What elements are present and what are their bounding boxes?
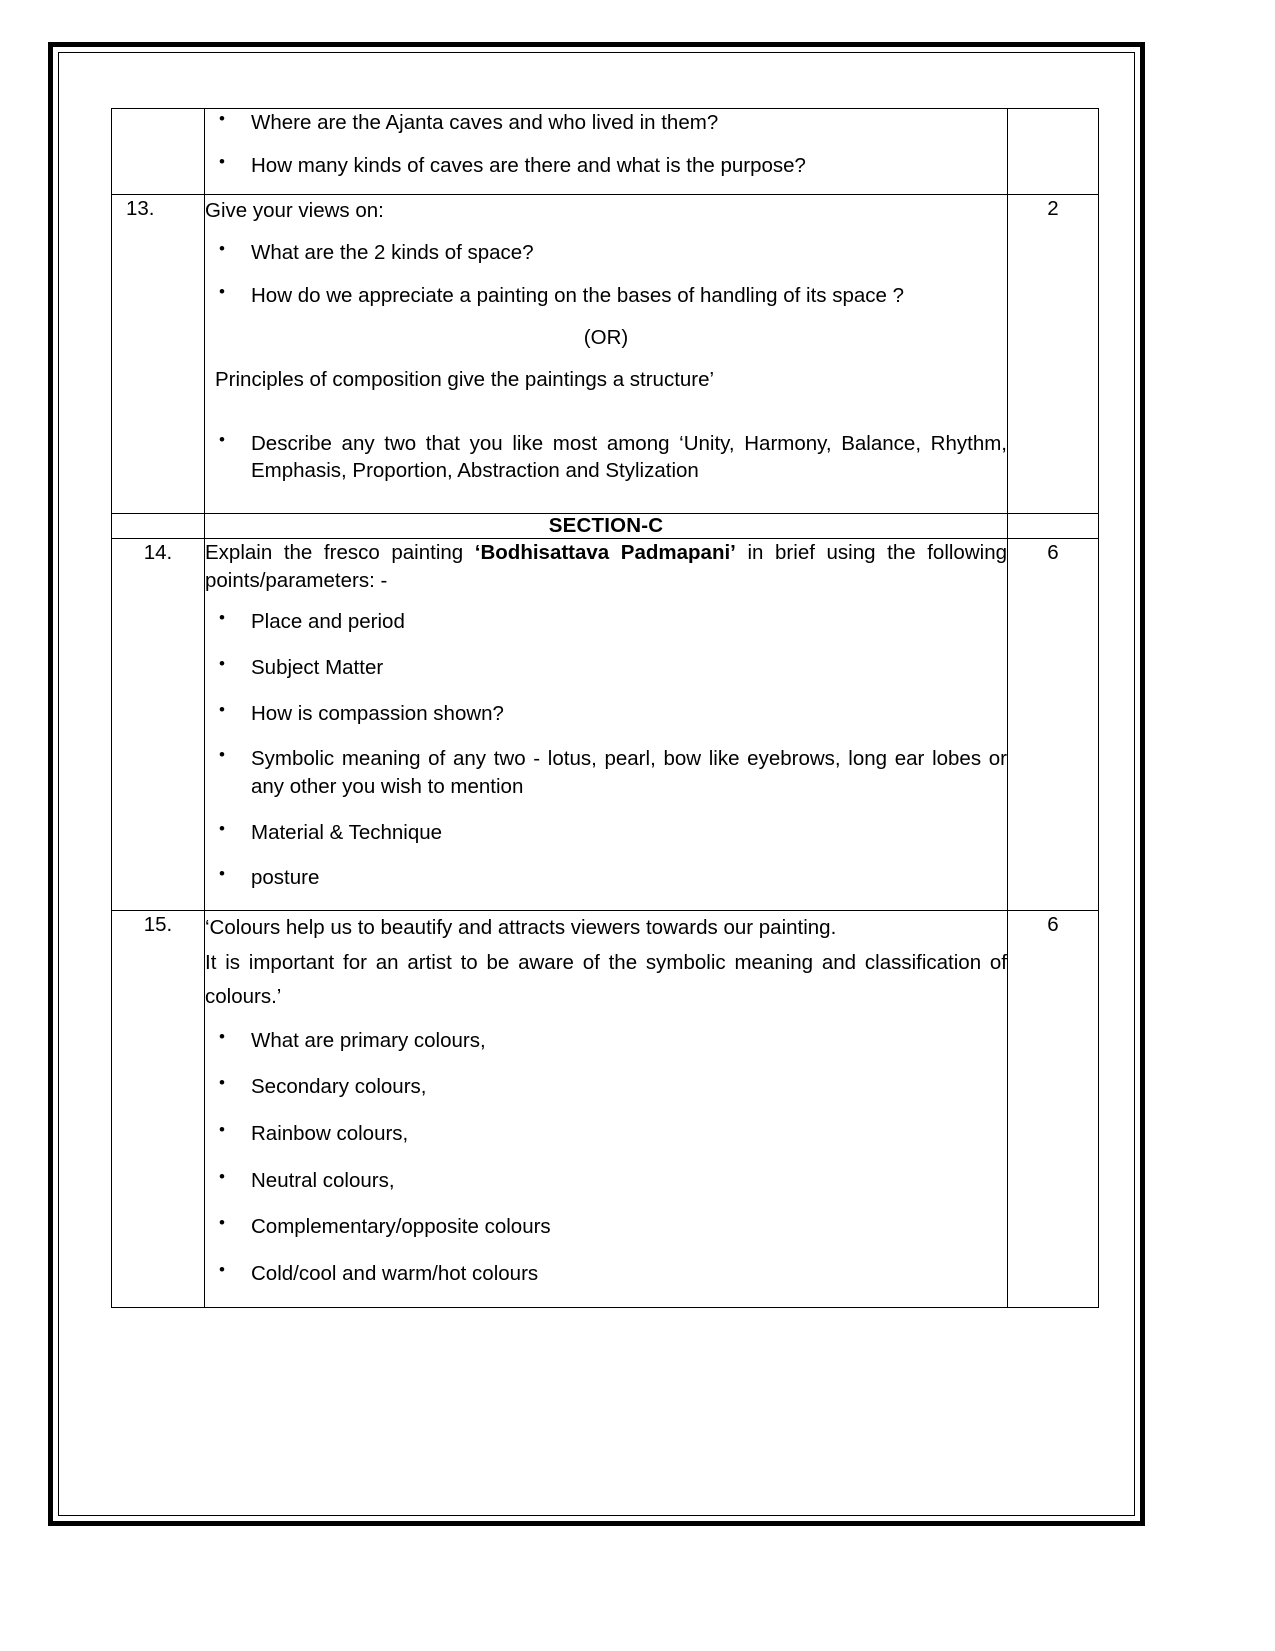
list-item: • posture <box>205 864 1007 892</box>
list-item: • How do we appreciate a painting on the bases of handling of its space ? <box>205 282 1007 310</box>
spacer <box>205 596 1007 608</box>
spacer <box>205 396 1007 430</box>
spacer <box>205 227 1007 239</box>
table-row <box>112 539 1099 911</box>
painting-title: ‘Bodhisattava Padmapani’ <box>474 541 736 565</box>
list-item: • Material & Technique <box>205 819 1007 847</box>
question-body-cell <box>205 195 1008 514</box>
list-item: • Neutral colours, <box>205 1167 1007 1195</box>
list-item: • Describe any two that you like most among ‘Unity, Harmony, Balance, Rhythm, Emphasis, Proportion, Abstraction and Stylization <box>205 430 1007 485</box>
question-number-cell: 13. <box>112 195 205 514</box>
question-number-cell: 14. <box>112 539 205 911</box>
marks-cell: 6 <box>1008 539 1099 911</box>
bullet-list <box>205 430 1007 485</box>
spacer <box>205 487 1007 513</box>
or-label: (OR) <box>583 326 629 350</box>
question-lead-line-1: ‘Colours help us to beautify and attracts viewers towards our painting. <box>205 916 837 940</box>
bullet-list <box>205 239 1007 309</box>
page-content <box>111 108 1098 1308</box>
table-row <box>112 109 1099 195</box>
question-number-cell <box>112 514 205 539</box>
list-item: • Symbolic meaning of any two - lotus, pearl, bow like eyebrows, long ear lobes or any other you wish to mention <box>205 745 1007 800</box>
bullet-list <box>205 1027 1007 1288</box>
question-table <box>111 108 1099 1308</box>
bullet-list <box>205 109 1007 179</box>
spacer <box>205 354 1007 366</box>
question-number-cell <box>112 109 205 195</box>
question-lead-text: Give your views on: <box>205 199 384 223</box>
marks-cell <box>1008 109 1099 195</box>
question-body-cell <box>205 539 1008 911</box>
section-header: SECTION-C <box>205 514 1008 539</box>
question-number-cell: 15. <box>112 911 205 1308</box>
marks-cell: 2 <box>1008 195 1099 514</box>
spacer <box>205 1015 1007 1027</box>
list-item: • What are the 2 kinds of space? <box>205 239 1007 267</box>
list-item: • Secondary colours, <box>205 1073 1007 1101</box>
list-item: • Subject Matter <box>205 654 1007 682</box>
question-body-cell <box>205 109 1008 195</box>
question-lead-text <box>205 539 1007 594</box>
question-lead-line-2: It is important for an artist to be aware of the symbolic meaning and classification of colours.’ <box>205 951 1007 1008</box>
list-item: • Complementary/opposite colours <box>205 1213 1007 1241</box>
marks-cell <box>1008 514 1099 539</box>
list-item: • Place and period <box>205 608 1007 636</box>
list-item: • What are primary colours, <box>205 1027 1007 1055</box>
table-row <box>112 195 1099 514</box>
or-statement: Principles of composition give the paintings a structure’ <box>215 368 715 392</box>
list-item: • Where are the Ajanta caves and who lived in them? <box>205 109 1007 137</box>
table-row <box>112 911 1099 1308</box>
bullet-list <box>205 608 1007 892</box>
list-item: • How many kinds of caves are there and what is the purpose? <box>205 152 1007 180</box>
table-row <box>112 514 1099 539</box>
list-item: • Cold/cool and warm/hot colours <box>205 1260 1007 1288</box>
list-item: • How is compassion shown? <box>205 700 1007 728</box>
question-body-cell <box>205 911 1008 1308</box>
marks-cell: 6 <box>1008 911 1099 1308</box>
lead-prefix: Explain the fresco painting <box>205 541 475 565</box>
list-item: • Rainbow colours, <box>205 1120 1007 1148</box>
lead-suffix: in brief using the following points/parameters: - <box>205 541 1007 592</box>
